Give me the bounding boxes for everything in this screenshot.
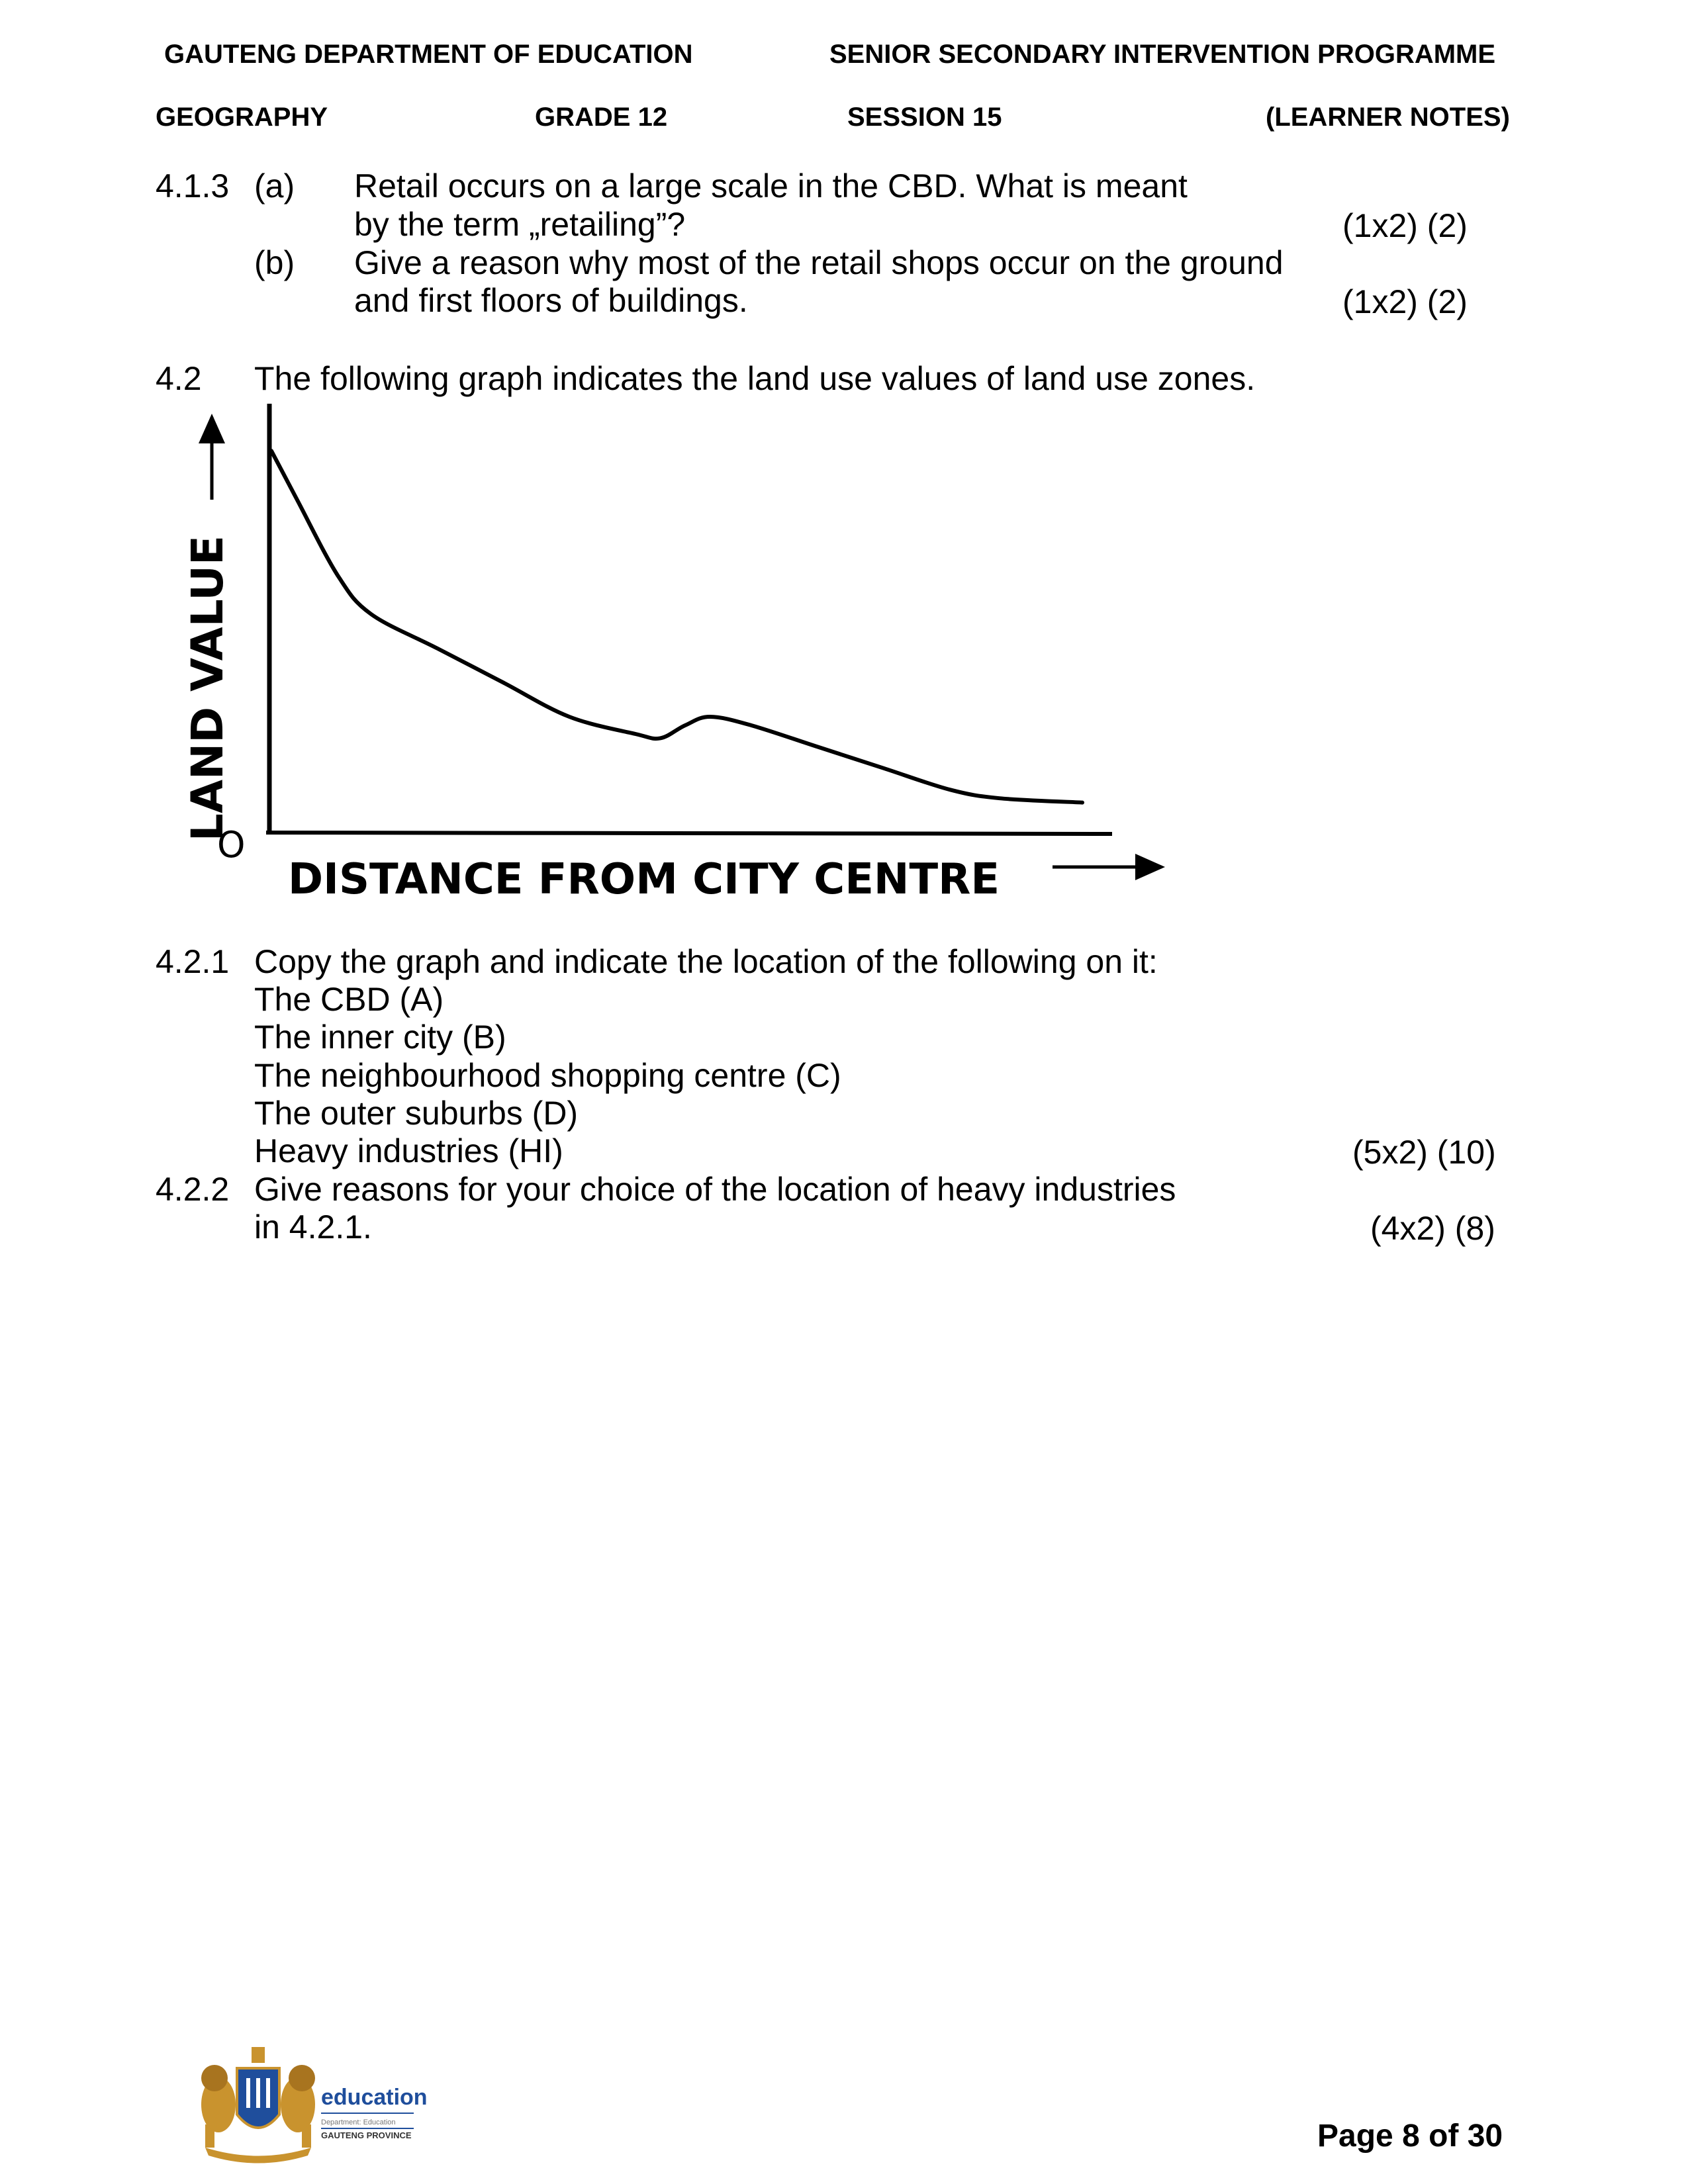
question-a-line2: by the term „retailing”? [354,206,686,243]
land-value-graph [179,390,1185,920]
header-grade: GRADE 12 [535,103,668,132]
lion-left-icon [201,2065,236,2148]
logo-word: education [321,2085,428,2110]
logo-subtitle-department: Department: Education [321,2118,396,2126]
question-number-4-1-3: 4.1.3 [156,167,230,205]
lion-right-icon [281,2065,315,2148]
question-4-2-2-line2: in 4.2.1. [254,1208,372,1246]
header-subject: GEOGRAPHY [156,103,328,132]
header-programme: SENIOR SECONDARY INTERVENTION PROGRAMME [829,40,1496,69]
question-4-2-1-marks: (5x2) (10) [1352,1134,1496,1171]
page-number: Page 8 of 30 [1317,2118,1503,2154]
list-item: The CBD (A) [254,981,444,1018]
header-department: GAUTENG DEPARTMENT OF EDUCATION [164,40,693,69]
x-axis-label: DISTANCE FROM CITY CENTRE [288,855,1000,904]
y-axis-label: LAND VALUE [182,535,233,842]
question-number-4-2-1: 4.2.1 [156,943,230,980]
logo-subtitle-province: GAUTENG PROVINCE [321,2130,412,2140]
gauteng-education-logo [185,2042,463,2167]
question-b-marks: (1x2) (2) [1342,283,1468,320]
question-a-marks: (1x2) (2) [1342,207,1468,244]
x-axis-line [266,833,1112,834]
list-item: The neighbourhood shopping centre (C) [254,1057,841,1094]
question-4-2-2-line1: Give reasons for your choice of the location of heavy industries [254,1171,1176,1208]
question-number-4-2: 4.2 [156,360,202,397]
question-b-line2: and first floors of buildings. [354,282,748,319]
list-item: Heavy industries (HI) [254,1132,563,1169]
question-a-line1: Retail occurs on a large scale in the CBD. What is meant [354,167,1188,205]
list-item: The outer suburbs (D) [254,1095,579,1132]
origin-label: O [217,824,246,866]
question-a-label: (a) [254,167,295,205]
question-4-2-2-marks: (4x2) (8) [1370,1210,1495,1247]
question-4-2-text: The following graph indicates the land use values of land use zones. [254,360,1256,397]
header-notes: (LEARNER NOTES) [1266,103,1510,132]
list-item: The inner city (B) [254,1019,506,1056]
series-line-land-value [271,451,1082,802]
question-number-4-2-2: 4.2.2 [156,1171,230,1208]
question-b-line1: Give a reason why most of the retail shops occur on the ground [354,244,1284,281]
question-4-2-1-intro: Copy the graph and indicate the location of the following on it: [254,943,1158,980]
question-b-label: (b) [254,244,295,281]
header-session: SESSION 15 [847,103,1002,132]
